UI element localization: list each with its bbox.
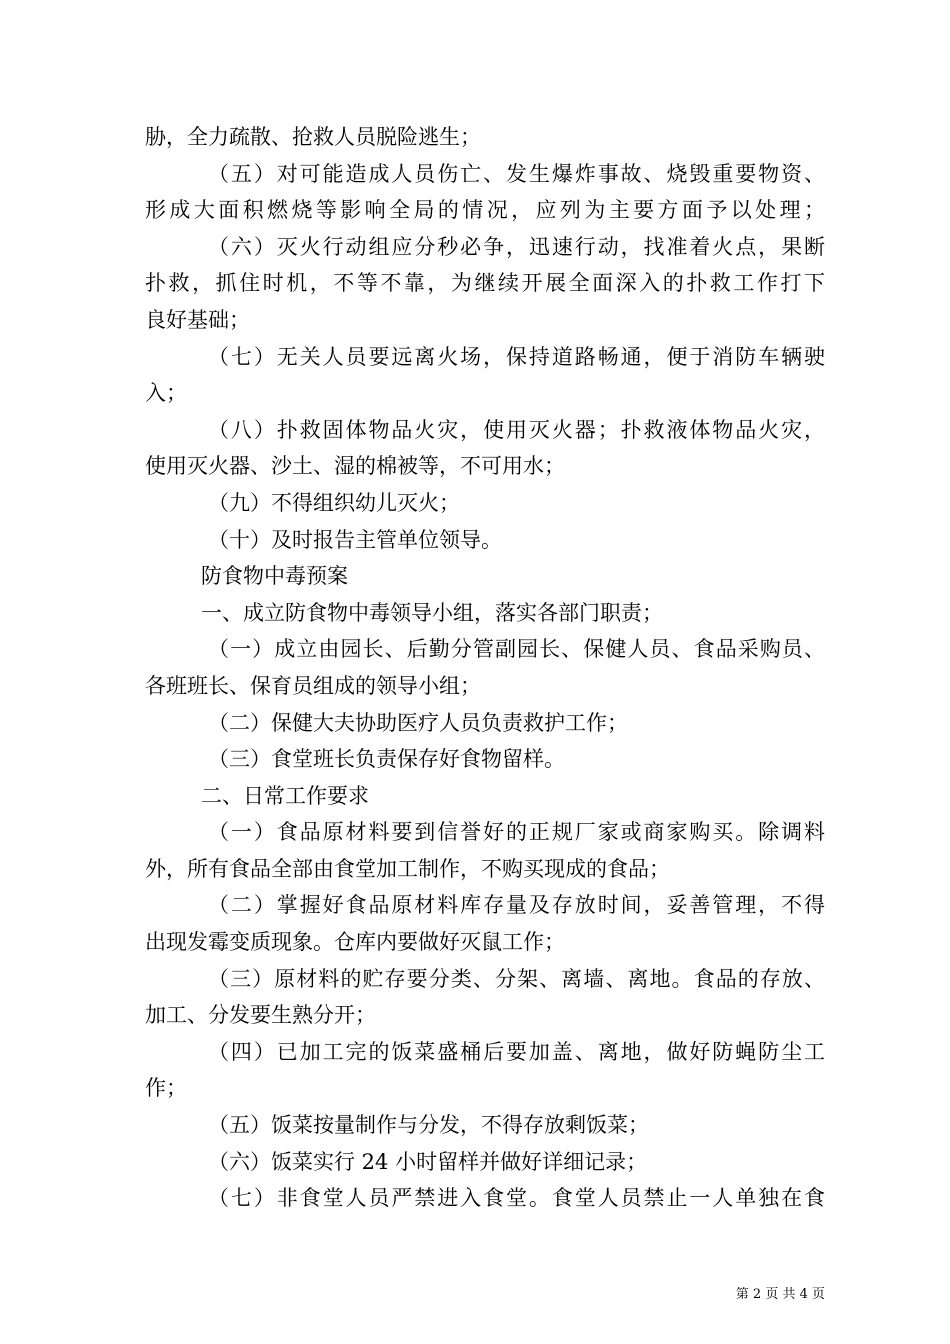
- line-text: （六）灭火行动组应分秒必争，迅速行动，找准着火点，果断: [208, 234, 825, 259]
- paragraph-line: [145, 1070, 825, 1107]
- paragraph-line: [145, 339, 825, 376]
- paragraph-line: [145, 705, 825, 742]
- page-number: 第 2 页 共 4 页: [735, 1287, 825, 1302]
- line-text: （八）扑救固体物品火灾，使用灭火器；扑救液体物品火灾，: [208, 417, 825, 442]
- paragraph-line: [145, 412, 825, 449]
- line-text: 使用灭火器、沙土、湿的棉被等，不可用水；: [145, 454, 565, 479]
- paragraph-line: [145, 997, 825, 1034]
- line-text: 出现发霉变质现象。仓库内要做好灭鼠工作；: [145, 930, 565, 955]
- line-text: 胁，全力疏散、抢救人员脱险逃生；: [145, 125, 481, 149]
- section-heading: [145, 778, 825, 815]
- paragraph-line: [145, 229, 825, 266]
- line-text: （十）及时报告主管单位领导。: [208, 527, 502, 552]
- line-text: （五）饭菜按量制作与分发，不得存放剩饭菜；: [208, 1113, 649, 1138]
- paragraph-line: [145, 265, 825, 302]
- line-text: 良好基础；: [145, 307, 250, 332]
- paragraph-line: [145, 156, 825, 193]
- line-text: （一）成立由园长、后勤分管副园长、保健人员、食品采购员、: [208, 637, 825, 662]
- paragraph-line: [145, 522, 825, 559]
- paragraph-line: [145, 192, 825, 229]
- line-text: （三）食堂班长负责保存好食物留样。: [208, 747, 565, 772]
- paragraph-line: [145, 961, 825, 998]
- line-text: （七）非食堂人员严禁进入食堂。食堂人员禁止一人单独在食: [208, 1186, 825, 1211]
- paragraph-line: [145, 668, 825, 705]
- line-text: （二）保健大夫协助医疗人员负责救护工作；: [208, 710, 628, 735]
- paragraph-line: [145, 302, 825, 339]
- paragraph-line: [145, 448, 825, 485]
- paragraph-line: [145, 485, 825, 522]
- line-text: （五）对可能造成人员伤亡、发生爆炸事故、烧毁重要物资、: [208, 161, 825, 186]
- line-text: 入；: [145, 381, 187, 406]
- line-text: （一）食品原材料要到信誉好的正规厂家或商家购买。除调料: [208, 820, 825, 845]
- line-text: 各班班长、保育员组成的领导小组；: [145, 673, 481, 698]
- line-text: 二、日常工作要求: [201, 783, 369, 808]
- line-text: 扑救，抓住时机，不等不靠，为继续开展全面深入的扑救工作打下: [145, 271, 825, 296]
- line-text: 外，所有食品全部由食堂加工制作，不购买现成的食品；: [145, 856, 670, 881]
- line-text: 作；: [145, 1076, 187, 1101]
- document-body: [145, 119, 825, 1217]
- paragraph-line: [145, 814, 825, 851]
- paragraph-line: [145, 741, 825, 778]
- paragraph-line: [145, 1107, 825, 1144]
- paragraph-line: [145, 1144, 825, 1181]
- paragraph-line: [145, 375, 825, 412]
- line-text: 形成大面积燃烧等影响全局的情况，应列为主要方面予以处理；: [145, 198, 825, 223]
- line-text: （三）原材料的贮存要分类、分架、离墙、离地。食品的存放、: [208, 966, 825, 991]
- paragraph-line: [145, 631, 825, 668]
- paragraph-line: [145, 887, 825, 924]
- paragraph-line: [145, 1180, 825, 1217]
- line-text: （九）不得组织幼儿灭火；: [208, 490, 460, 515]
- line-text: 防食物中毒预案: [201, 564, 348, 589]
- paragraph-line: [145, 924, 825, 961]
- section-heading: [145, 558, 825, 595]
- paragraph-line: [145, 119, 825, 156]
- paragraph-line: [145, 851, 825, 888]
- line-text: （二）掌握好食品原材料库存量及存放时间，妥善管理，不得: [208, 893, 825, 918]
- section-heading: [145, 595, 825, 632]
- line-text: （七）无关人员要远离火场，保持道路畅通，便于消防车辆驶: [208, 344, 825, 369]
- line-text: 加工、分发要生熟分开；: [145, 1003, 376, 1028]
- line-text: （六）饭菜实行 24 小时留样并做好详细记录；: [208, 1149, 648, 1174]
- line-text: 一、成立防食物中毒领导小组，落实各部门职责；: [201, 600, 663, 625]
- paragraph-line: [145, 1034, 825, 1071]
- line-text: （四）已加工完的饭菜盛桶后要加盖、离地，做好防蝇防尘工: [208, 1039, 825, 1064]
